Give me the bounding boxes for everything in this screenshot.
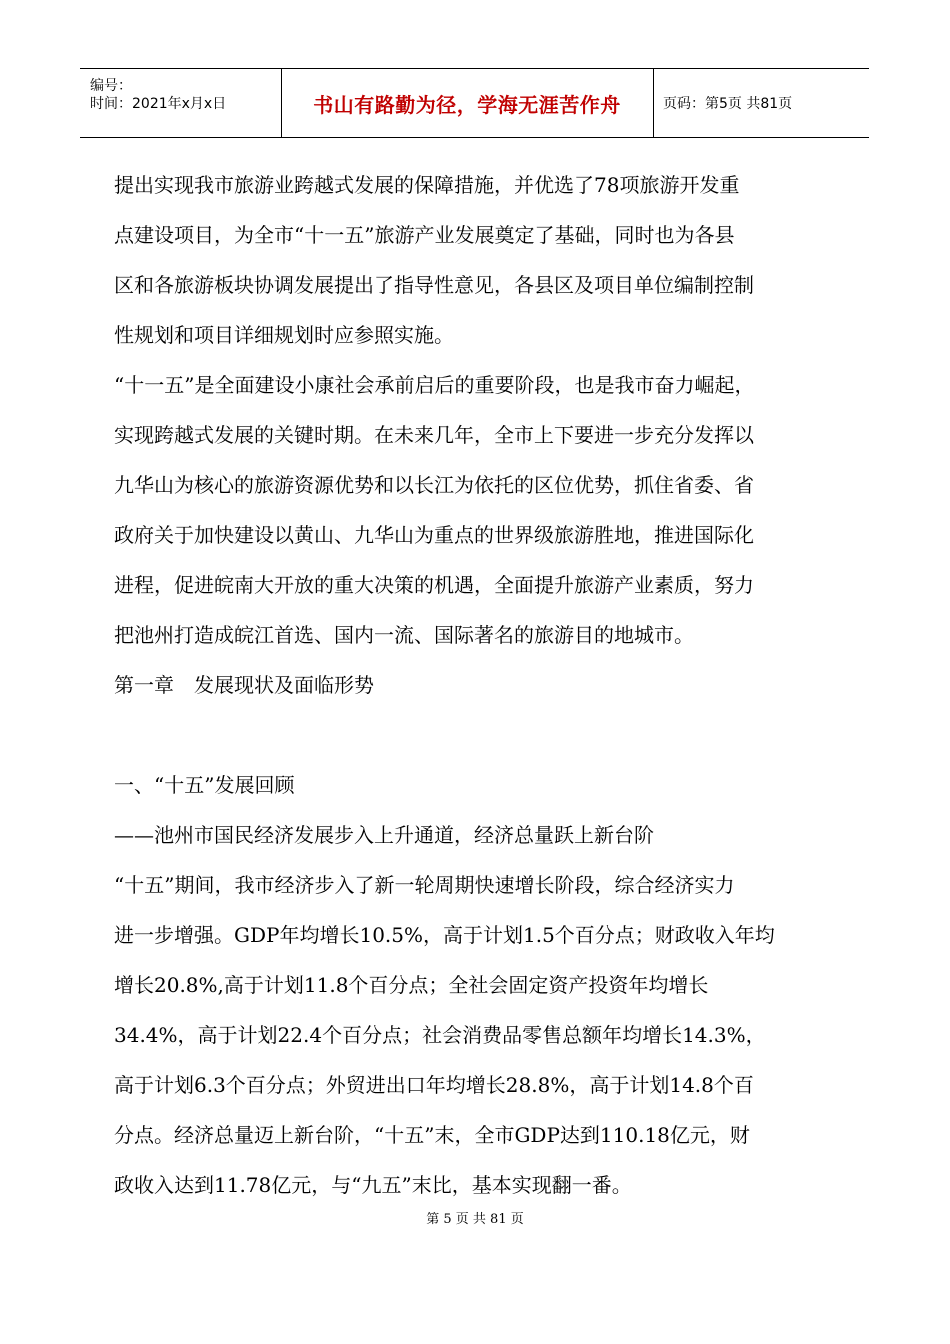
body-line: 点建设项目，为全市“十一五”旅游产业发展奠定了基础，同时也为各县 bbox=[114, 223, 735, 247]
body-line: “十一五”是全面建设小康社会承前启后的重要阶段，也是我市奋力崛起， bbox=[114, 373, 755, 397]
body-line: 提出实现我市旅游业跨越式发展的保障措施，并优选了78项旅游开发重 bbox=[114, 173, 740, 197]
body-line: 实现跨越式发展的关键时期。在未来几年，全市上下要进一步充分发挥以 bbox=[114, 423, 754, 447]
body-line: 政府关于加快建设以黄山、九华山为重点的世界级旅游胜地，推进国际化 bbox=[114, 523, 754, 547]
document-time-label: 时间：2021年x月x日 bbox=[90, 96, 227, 112]
page-footer: 第 5 页 共 81 页 bbox=[426, 1212, 524, 1227]
body-line: 区和各旅游板块协调发展提出了指导性意见，各县区及项目单位编制控制 bbox=[114, 273, 754, 297]
header-motto: 书山有路勤为径，学海无涯苦作舟 bbox=[281, 69, 654, 137]
body-line: 九华山为核心的旅游资源优势和以长江为依托的区位优势，抓住省委、省 bbox=[114, 473, 754, 497]
body-line: 增长20.8%,高于计划11.8个百分点；全社会固定资产投资年均增长 bbox=[114, 973, 709, 997]
header-page-code: 页码：第5页 共81页 bbox=[663, 96, 793, 112]
header-meta bbox=[80, 69, 282, 137]
body-line: 政收入达到11.78亿元，与“九五”末比，基本实现翻一番。 bbox=[114, 1173, 632, 1197]
section-heading: 一、“十五”发展回顾 bbox=[114, 773, 295, 797]
body-line: 分点。经济总量迈上新台阶，“十五”末，全市GDP达到110.18亿元，财 bbox=[114, 1123, 750, 1147]
body-line: “十五”期间，我市经济步入了新一轮周期快速增长阶段，综合经济实力 bbox=[114, 873, 735, 897]
body-line: 性规划和项目详细规划时应参照实施。 bbox=[114, 323, 454, 347]
subsection-heading: ——池州市国民经济发展步入上升通道，经济总量跃上新台阶 bbox=[114, 823, 654, 847]
document-body bbox=[114, 160, 849, 1210]
document-number-label: 编号： bbox=[90, 78, 132, 94]
page-header bbox=[80, 68, 869, 138]
body-line: 34.4%，高于计划22.4个百分点；社会消费品零售总额年均增长14.3%， bbox=[114, 1023, 766, 1047]
body-line: 把池州打造成皖江首选、国内一流、国际著名的旅游目的地城市。 bbox=[114, 623, 694, 647]
body-line: 进程，促进皖南大开放的重大决策的机遇，全面提升旅游产业素质，努力 bbox=[114, 573, 754, 597]
chapter-heading: 第一章 发展现状及面临形势 bbox=[114, 673, 374, 697]
blank-line bbox=[114, 710, 849, 760]
body-line: 进一步增强。GDP年均增长10.5%，高于计划1.5个百分点；财政收入年均 bbox=[114, 923, 775, 947]
body-line: 高于计划6.3个百分点；外贸进出口年均增长28.8%，高于计划14.8个百 bbox=[114, 1073, 754, 1097]
